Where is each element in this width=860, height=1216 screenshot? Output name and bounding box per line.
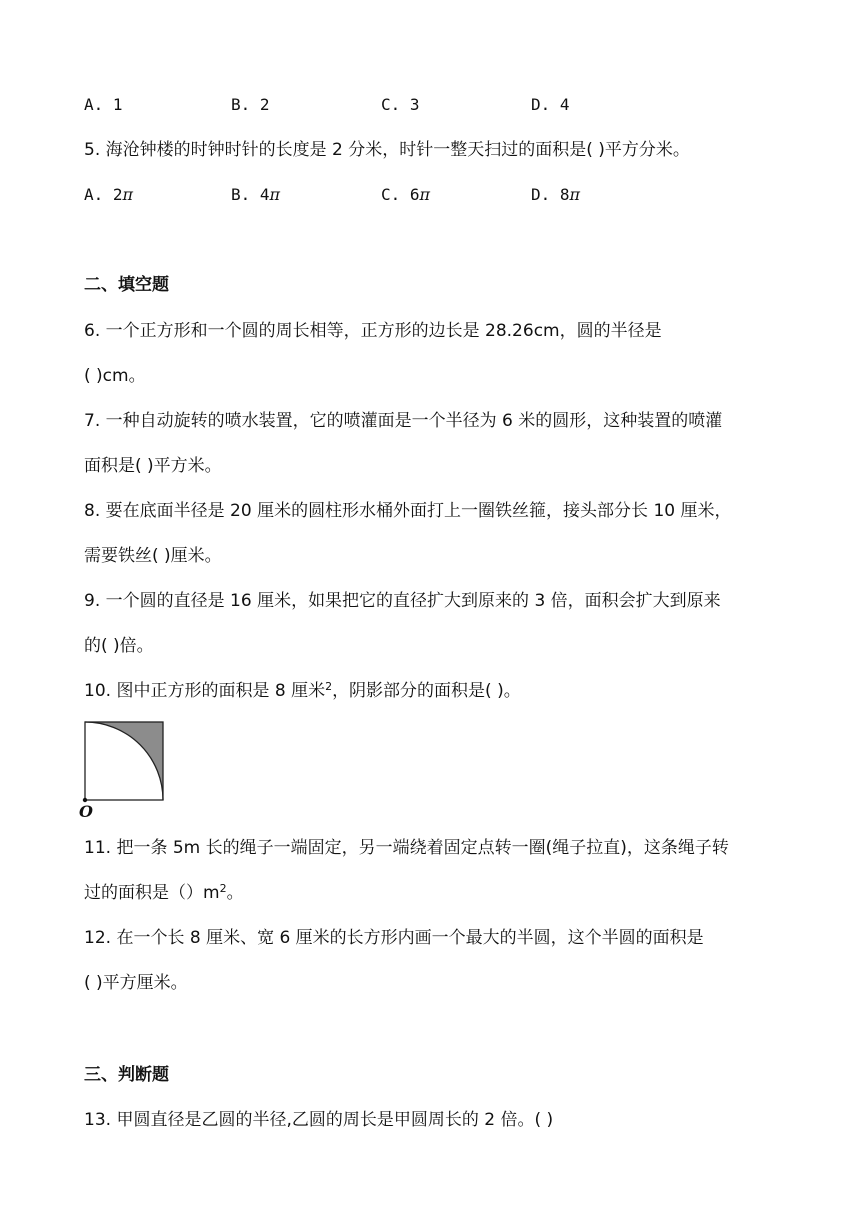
q10-text	[84, 679, 521, 703]
q10-superscript: 2	[325, 680, 333, 693]
q11-line2-before: 过的面积是（）m	[84, 883, 220, 903]
q5-option-c	[381, 183, 430, 207]
section-heading-fill-in: 二、填空题	[84, 275, 169, 295]
q11-line2	[84, 881, 244, 905]
q4-options	[84, 93, 784, 117]
q10-text-before: 10. 图中正方形的面积是 8 厘米	[84, 681, 326, 701]
q13-text: 13. 甲圆直径是乙圆的半径,乙圆的周长是甲圆周长的 2 倍。( )	[84, 1110, 554, 1130]
pi-symbol: π	[269, 185, 281, 204]
q7-line2: 面积是( )平方米。	[84, 456, 222, 476]
shaded-region	[85, 722, 163, 800]
pi-symbol: π	[569, 185, 581, 204]
q5-option-c-value: 6	[409, 185, 420, 204]
q7-line1: 7. 一种自动旋转的喷水装置，它的喷灌面是一个半径为 6 米的圆形，这种装置的喷灌	[84, 411, 723, 431]
q4-option-c: C. 3	[381, 95, 420, 114]
q11-line2-after: 。	[226, 883, 244, 903]
q5-text: 5. 海沧钟楼的时钟时针的长度是 2 分米，时针一整天扫过的面积是( )平方分米。	[84, 140, 690, 160]
q10-text-after: ，阴影部分的面积是( )。	[332, 681, 521, 701]
q4-option-b: B. 2	[231, 95, 270, 114]
q8-line2: 需要铁丝( )厘米。	[84, 546, 222, 566]
q5-option-a	[84, 183, 133, 207]
origin-label: O	[79, 802, 93, 820]
q4-option-a: A. 1	[84, 95, 123, 114]
pi-symbol: π	[122, 185, 134, 204]
pi-symbol: π	[419, 185, 431, 204]
q5-option-d-letter: D.	[531, 185, 560, 204]
q5-option-b	[231, 183, 280, 207]
section-heading-true-false: 三、判断题	[84, 1065, 169, 1085]
q5-option-d-value: 8	[559, 185, 570, 204]
q12-line2: ( )平方厘米。	[84, 973, 188, 993]
quarter-circle-figure	[78, 718, 168, 820]
q5-option-b-value: 4	[259, 185, 270, 204]
q4-option-d: D. 4	[531, 95, 570, 114]
q5-option-a-value: 2	[112, 185, 123, 204]
q5-options	[84, 183, 784, 207]
q5-option-b-letter: B.	[231, 185, 260, 204]
q11-superscript: 2	[219, 882, 227, 895]
q5-option-d	[531, 183, 580, 207]
q11-line1: 11. 把一条 5m 长的绳子一端固定，另一端绕着固定点转一圈(绳子拉直)，这条绳子转	[84, 838, 729, 858]
q5-option-c-letter: C.	[381, 185, 410, 204]
q6-line1: 6. 一个正方形和一个圆的周长相等，正方形的边长是 28.26cm，圆的半径是	[84, 321, 662, 341]
q9-line1: 9. 一个圆的直径是 16 厘米，如果把它的直径扩大到原来的 3 倍，面积会扩大到原来	[84, 591, 721, 611]
q6-line2: ( )cm。	[84, 366, 146, 386]
q8-line1: 8. 要在底面半径是 20 厘米的圆柱形水桶外面打上一圈铁丝箍，接头部分长 10 厘米，	[84, 501, 732, 521]
q12-line1: 12. 在一个长 8 厘米、宽 6 厘米的长方形内画一个最大的半圆，这个半圆的面积是	[84, 928, 704, 948]
q9-line2: 的( )倍。	[84, 636, 154, 656]
q5-option-a-letter: A.	[84, 185, 113, 204]
